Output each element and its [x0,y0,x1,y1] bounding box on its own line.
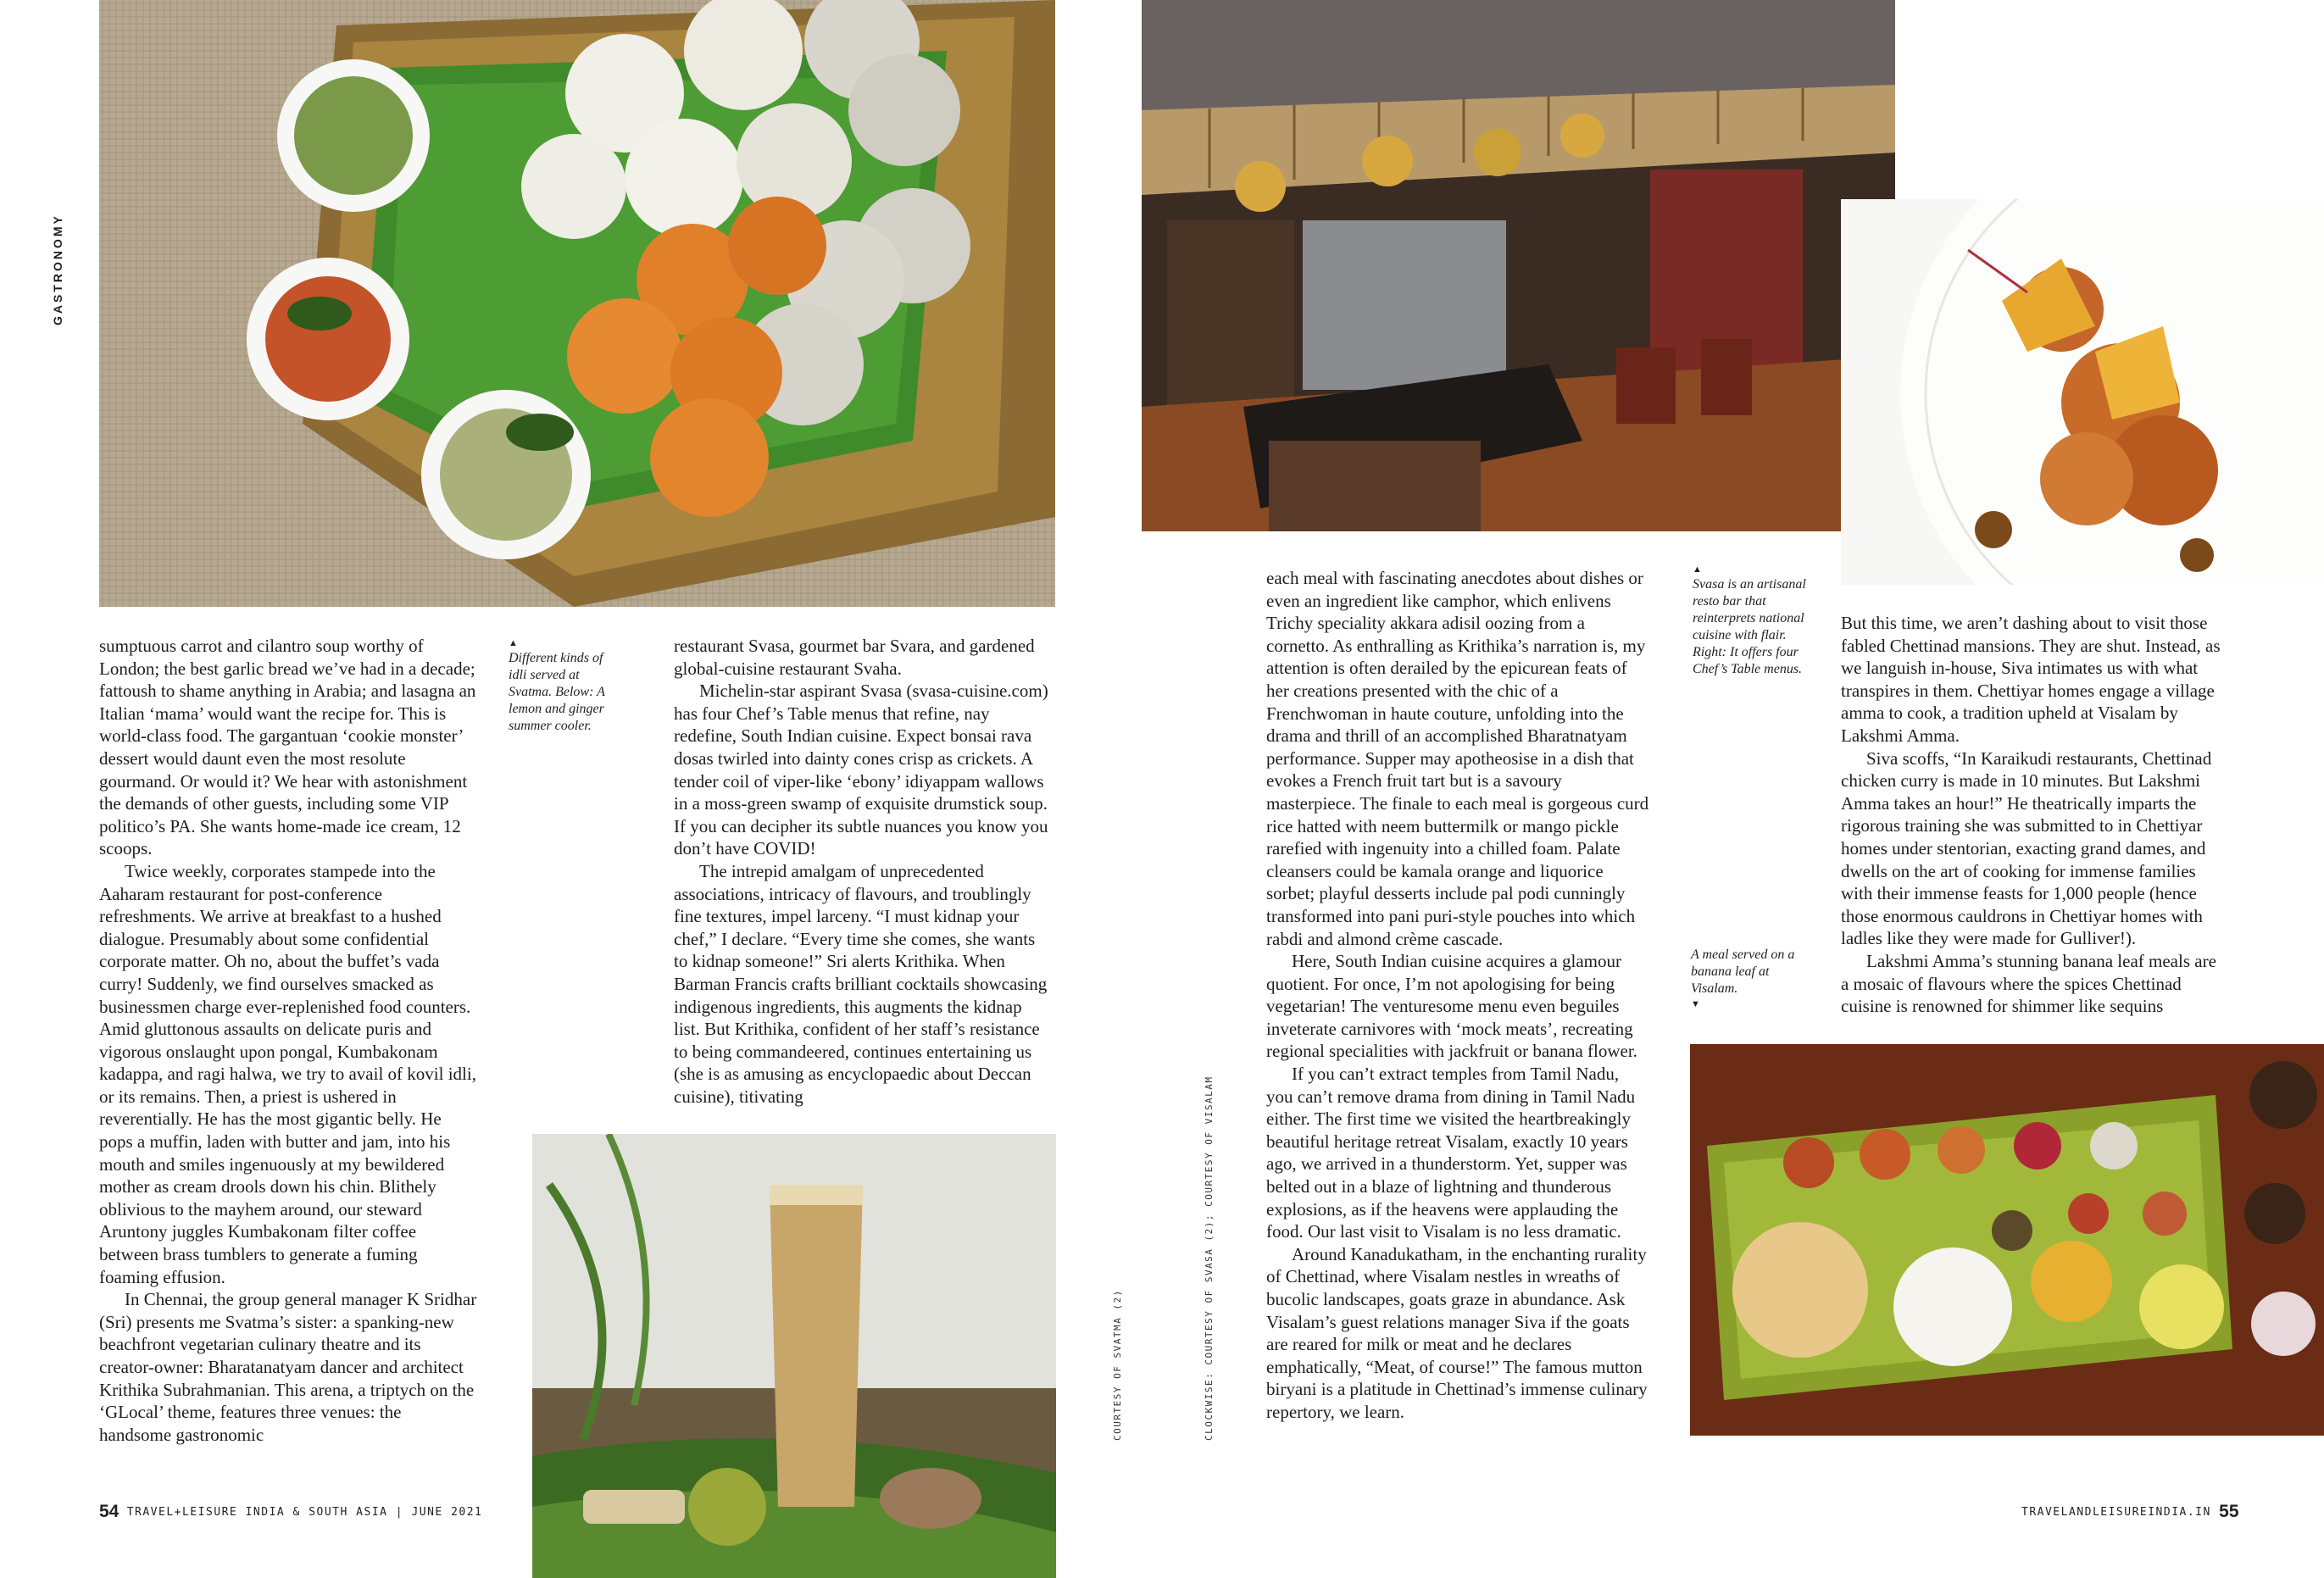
caption-text: Different kinds of idli served at Svatma. Below: A lemon and ginger summer cooler. [509,651,605,733]
caption-text: Svasa is an artisanal resto bar that reinterprets national cuisine with flair. Right: It offers four Chef’s Table menus. [1693,577,1806,676]
paragraph: In Chennai, the group general manager K Sridhar (Sri) presents me Svatma’s sister: a spanking-new beachfront vegetarian culinary theatre and its creator-owner: Bharatanatyam dancer and architect Krithika Subrahmanian. This arena, a triptych on the ‘GLocal’ theme, features three venues: the handsome gastronomic [99,1289,477,1445]
svasa-caption [1693,563,1820,678]
idli-illustration [99,0,1055,607]
paragraph: If you can’t extract temples from Tamil Nadu, you can’t remove drama from dining in Tamil Nadu either. The first time we visited the heartbreakingly beautiful heritage retreat Visalam, exactly 10 years ago, we arrived in a thunderstorm. Yet, supper was belted out in a blaze of lightning and thunderous explosions, as if the heavens were applauding the food. Our last visit to Visalam is no less dramatic. [1266,1064,1636,1242]
folio-right [2021,1502,2239,1522]
paragraph: Twice weekly, corporates stampede into the Aaharam restaurant for post-conference refreshments. We arrive at breakfast to a hushed dialogue. Presumably about some confidential corporate matter. Oh no, about the buffet’s vada curry! Suddenly, we find ourselves smacked as businessmen charge ever-replenished food counters. Amid gluttonous assaults on delicate puris and vigorous onslaught upon pongal, Kumbakonam kadappa, and ragi halwa, we try to avail of kovil idli, or its remains. Then, a priest is ushered in reverentially. He has the most gigantic belly. He pops a muffin, laden with butter and jam, into his mouth and smiles ingenuously at my bewildered mother as cream drools down his chin. Blithely oblivious to the mayhem around, our steward Aruntony juggles Kumbakonam filter coffee between brass tumblers to generate a fuming foaming effusion. [99,860,476,1287]
interior-illustration [1142,0,1895,531]
cooler-photo [532,1134,1056,1578]
chefs-table-dish-photo [1841,199,2324,585]
down-arrow-icon: ▼ [1691,999,1700,1009]
photo-credit-left: COURTESY OF SVATMA (2) [1112,1289,1123,1441]
up-arrow-icon: ▲ [1693,564,1702,575]
left-body-column-1 [99,635,477,1446]
idli-caption [509,636,619,735]
paragraph: restaurant Svasa, gourmet bar Svara, and gardened global-cuisine restaurant Svaha. [674,636,1035,679]
cooler-illustration [532,1134,1056,1578]
paragraph: Here, South Indian cuisine acquires a glamour quotient. For once, I’m not apologising for being vegetarian! The venturesome menu even beguiles inveterate carnivores with ‘mock meats’, recreating regional specialities with jackfruit or banana flower. [1266,951,1637,1062]
paragraph: But this time, we aren’t dashing about to visit those fabled Chettinad mansions. They are shut. Instead, as we languish in-house, Siva intimates us with what transpires in them. Chettiyar homes engage a village amma to cook, a tradition upheld at Visalam by Lakshmi Amma. [1841,613,2221,746]
paragraph: sumptuous carrot and cilantro soup worthy of London; the best garlic bread we’ve had in a decade; fattoush to shame anything in Arabia; and lasagna an Italian ‘mama’ would want the recipe for. This is world-class food. The gargantuan ‘cookie monster’ dessert would daunt even the most resolute gourmand. Or would it? We hear with astonishment the demands of other guests, including some VIP politico’s PA. She wants home-made ice cream, 12 scoops. [99,636,476,859]
folio-left [99,1502,482,1522]
section-tag: GASTRONOMY [51,214,64,325]
restaurant-interior-photo [1142,0,1895,531]
visalam-caption [1691,947,1801,1011]
page-number: 54 [99,1502,120,1521]
paragraph: Around Kanadukatham, in the enchanting rurality of Chettinad, where Visalam nestles in wreaths of bucolic landscapes, goats graze in abundance. Ask Visalam’s guest relations manager Siva if the goats are reared for milk or meat and he declares emphatically, “Meat, of course!” The famous mutton biryani is a platitude in Chettinad’s immense culinary repertory, we learn. [1266,1243,1648,1422]
banana-leaf-meal-photo [1690,1044,2324,1436]
paragraph: Siva scoffs, “In Karaikudi restaurants, Chettinad chicken curry is made in 10 minutes. But Lakshmi Amma takes an hour!” He theatrically imparts the rigorous training she was submitted to in Chettiyar homes under stentorian, exacting grand dames, and dwells on the art of cooking for immense families with their immense feasts for 1,000 people (hence those enormous cauldrons in Chettiyar homes with ladles like they were made for Gulliver!). [1841,747,2212,949]
right-body-column-2 [1841,612,2222,1018]
folio-text: TRAVEL+LEISURE INDIA & SOUTH ASIA | JUNE 2021 [126,1506,483,1519]
paragraph: The intrepid amalgam of unprecedented associations, intricacy of flavours, and troublingly fine textures, impel larceny. “I must kidnap your chef,” I declare. “Every time she comes, she wants to kidnap someone!” Sri alerts Krithika. When Barman Francis crafts brilliant cocktails showcasing indigenous ingredients, this augments the kidnap list. But Krithika, confident of her staff’s resistance to being commandeered, continues entertaining us (she is as amusing as encyclopaedic about Deccan cuisine), titivating [674,860,1048,1107]
folio-text: TRAVELANDLEISUREINDIA.IN [2021,1506,2211,1519]
dish-illustration [1841,199,2324,585]
paragraph: Michelin-star aspirant Svasa (svasa-cuisine.com) has four Chef’s Table menus that refine, nay redefine, South Indian cuisine. Expect bonsai rava dosas twirled into dainty cones crisp as crickets. A tender coil of viper-like ‘ebony’ idiyappam wallows in a moss-green swamp of exquisite drumstick soup. If you can decipher its subtle nuances you know you don’t have COVID! [674,681,1048,859]
caption-text: A meal served on a banana leaf at Visalam. [1691,947,1795,996]
banana-leaf-illustration [1690,1044,2324,1436]
idli-photo [99,0,1055,607]
page-number: 55 [2219,1502,2239,1521]
left-body-column-2 [674,635,1052,1108]
paragraph: Lakshmi Amma’s stunning banana leaf meals are a mosaic of flavours where the spices Chettinad cuisine is renowned for shimmer like sequins [1841,950,2216,1017]
paragraph: each meal with fascinating anecdotes about dishes or even an ingredient like camphor, which enlivens Trichy speciality akkara adisil oozing from a cornetto. As enthralling as Krithika’s narration is, my attention is often derailed by the epicurean feats of her creations presented with the chic of a Frenchwoman in haute couture, unfolding into the drama and thrill of an accomplished Bharatnatyam performance. Supper may apotheosise in a dish that evokes a French fruit tart but is a savoury masterpiece. The finale to each meal is gorgeous curd rice hatted with neem buttermilk or mango pickle rarefied with ingenuity into a chilled foam. Palate cleansers could be kamala orange and liquorice sorbet; playful desserts include pal podi cunningly transformed into pani puri-style pouches into which rabdi and almond crème cascade. [1266,568,1649,949]
up-arrow-icon: ▲ [509,638,518,648]
photo-credit-right: CLOCKWISE: COURTESY OF SVASA (2); COURTESY OF VISALAM [1204,1075,1215,1441]
right-body-column-1 [1266,567,1649,1424]
